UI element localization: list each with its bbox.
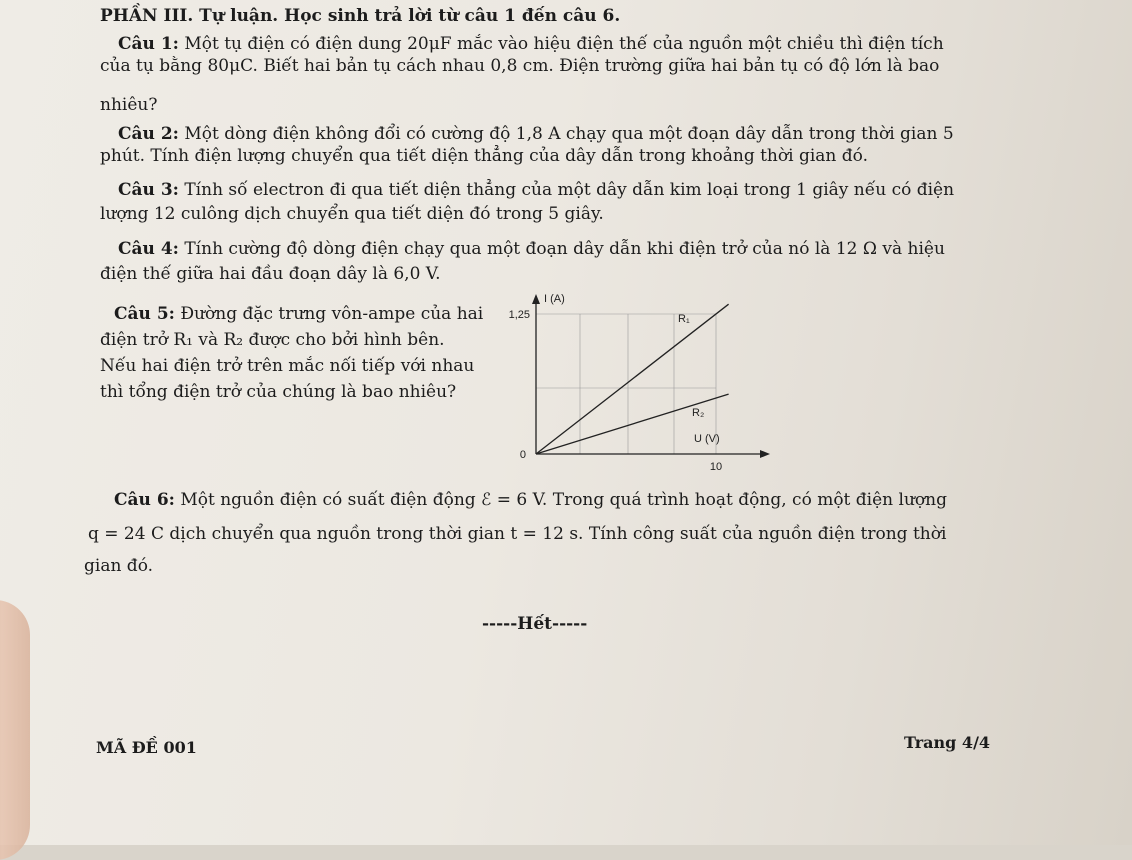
question-5-line-4: thì tổng điện trở của chúng là bao nhiêu? xyxy=(100,382,457,402)
question-2-line-2: phút. Tính điện lượng chuyển qua tiết diện thẳng của dây dẫn trong khoảng thời gian đó. xyxy=(100,146,868,166)
question-6-label: Câu 6: xyxy=(114,490,175,510)
question-1-line-2: của tụ bằng 80μC. Biết hai bản tụ cách nhau 0,8 cm. Điện trường giữa hai bản tụ có độ lớn là bao xyxy=(100,56,940,76)
vi-characteristic-chart xyxy=(500,286,790,476)
question-1-line-3: nhiêu? xyxy=(100,95,158,115)
series-label-r2: R₂ xyxy=(692,407,705,419)
x-tick-label: 10 xyxy=(709,461,723,473)
question-4-label: Câu 4: xyxy=(118,239,179,259)
question-2-line-1: Câu 2: Một dòng điện không đổi có cường độ 1,8 A chạy qua một đoạn dây dẫn trong thời gian 5 xyxy=(118,124,954,144)
question-5-line-2: điện trở R₁ và R₂ được cho bởi hình bên. xyxy=(100,330,445,350)
question-5-line-3: Nếu hai điện trở trên mắc nối tiếp với nhau xyxy=(100,356,475,376)
page-number: Trang 4/4 xyxy=(904,733,991,752)
origin-label: 0 xyxy=(519,449,526,461)
y-axis-arrow xyxy=(532,294,540,304)
question-3-label: Câu 3: xyxy=(118,180,179,200)
y-axis-label: I (A) xyxy=(544,293,565,305)
question-4-line-2: điện thế giữa hai đầu đoạn dây là 6,0 V. xyxy=(100,264,441,284)
question-3-line-2: lượng 12 culông dịch chuyển qua tiết diện đó trong 5 giây. xyxy=(100,204,604,224)
series-line-r2 xyxy=(536,394,729,454)
series-label-r1: R₁ xyxy=(678,313,690,325)
x-axis-label: U (V) xyxy=(694,433,720,445)
question-1-label: Câu 1: xyxy=(118,34,179,54)
finger-shadow xyxy=(0,600,30,860)
end-marker: -----Hết----- xyxy=(482,614,588,634)
question-1-line-1: Câu 1: Một tụ điện có điện dung 20μF mắc vào hiệu điện thế của nguồn một chiều thì điện tích xyxy=(118,34,944,54)
question-4-line-1: Câu 4: Tính cường độ dòng điện chạy qua một đoạn dây dẫn khi điện trở của nó là 12 Ω và hiệu xyxy=(118,239,945,259)
x-axis-arrow xyxy=(760,450,770,458)
question-3-line-1: Câu 3: Tính số electron đi qua tiết diện thẳng của một dây dẫn kim loại trong 1 giây nếu có điện xyxy=(118,180,955,200)
question-2-label: Câu 2: xyxy=(118,124,179,144)
question-5-line-1: Câu 5: Đường đặc trưng vôn-ampe của hai xyxy=(114,304,484,324)
section-header: PHẦN III. Tự luận. Học sinh trả lời từ câu 1 đến câu 6. xyxy=(100,6,621,26)
question-6-line-2: q = 24 C dịch chuyển qua nguồn trong thời gian t = 12 s. Tính công suất của nguồn điện trong thời xyxy=(88,524,947,544)
question-5-label: Câu 5: xyxy=(114,304,175,324)
question-6-line-1: Câu 6: Một nguồn điện có suất điện động ℰ = 6 V. Trong quá trình hoạt động, có một điện lượng xyxy=(114,490,947,510)
series-line-r1 xyxy=(536,304,729,454)
y-tick-label: 1,25 xyxy=(508,309,530,321)
question-6-line-3: gian đó. xyxy=(84,556,154,576)
exam-code: MÃ ĐỀ 001 xyxy=(96,738,197,757)
